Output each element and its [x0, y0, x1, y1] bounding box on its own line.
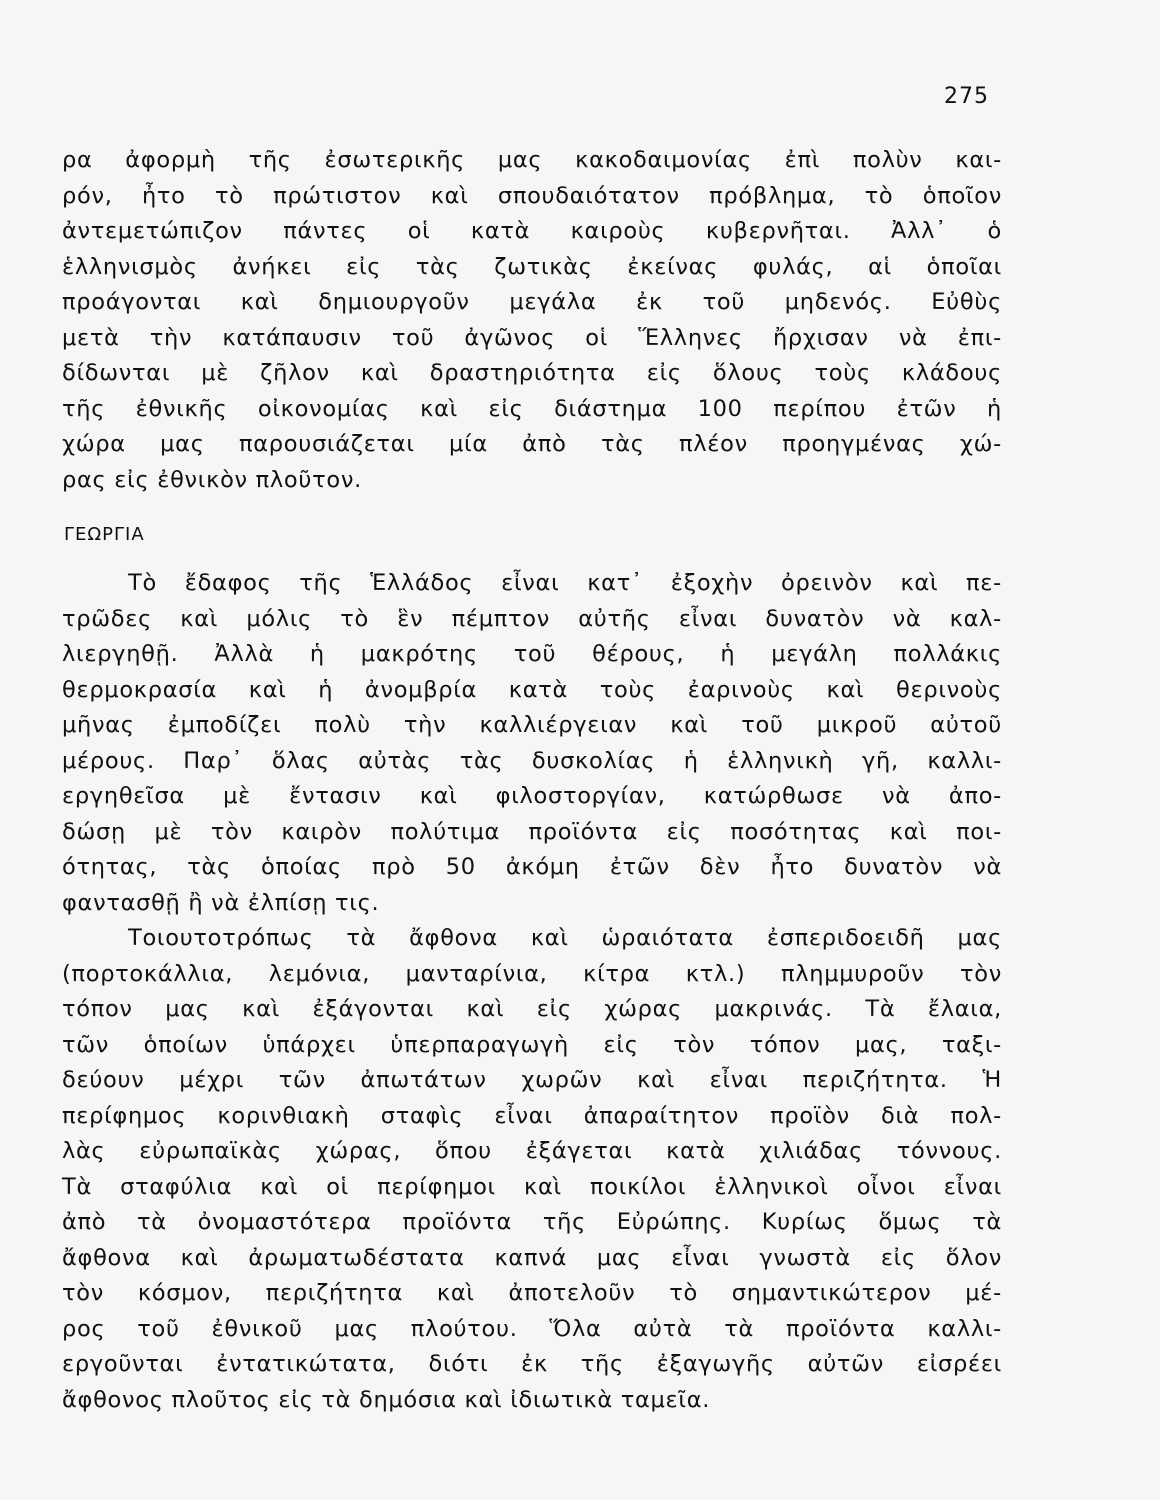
text-line: τῶν ὁποίων ὑπάρχει ὑπερπαραγωγὴ εἰς τὸν τόπον μας, ταξι- — [62, 1031, 1002, 1058]
text-line: μῆνας ἐμποδίζει πολὺ τὴν καλλιέργειαν καὶ τοῦ μικροῦ αὐτοῦ — [62, 712, 1002, 738]
paragraph-2-3 — [62, 566, 1002, 1418]
text-line: τὸν κόσμον, περιζήτητα καὶ ἀποτελοῦν τὸ σημαντικώτερον μέ- — [62, 1280, 1002, 1306]
text-line: προάγονται καὶ δημιουργοῦν μεγάλα ἐκ τοῦ μηδενός. Εὐθὺς — [62, 289, 1002, 315]
section-heading: ΓΕΩΡΓΙΑ — [64, 524, 145, 545]
text-line: ἀπὸ τὰ ὀνομαστότερα προϊόντα τῆς Εὐρώπης. Κυρίως ὅμως τὰ — [62, 1209, 1002, 1235]
text-line: ἄφθονα καὶ ἀρωματωδέστατα καπνά μας εἶναι γνωστὰ εἰς ὅλον — [62, 1244, 1002, 1271]
text-line: ρα ἀφορμὴ τῆς ἐσωτερικῆς μας κακοδαιμονίας ἐπὶ πολὺν και- — [62, 147, 1002, 173]
text-line: Τὰ σταφύλια καὶ οἱ περίφημοι καὶ ποικίλοι ἑλληνικοὶ οἶνοι εἶναι — [62, 1173, 1002, 1200]
text-line: περίφημος κορινθιακὴ σταφὶς εἶναι ἀπαραίτητον προϊὸν διὰ πολ- — [62, 1102, 1002, 1129]
page-number: 275 — [944, 84, 989, 109]
text-line: τόπον μας καὶ ἐξάγονται καὶ εἰς χώρας μακρινάς. Τὰ ἔλαια, — [62, 996, 1002, 1022]
text-line: ρόν, ἦτο τὸ πρώτιστον καὶ σπουδαιότατον πρόβλημα, τὸ ὁποῖον — [62, 182, 1002, 209]
text-line: εργοῦνται ἐντατικώτατα, διότι ἐκ τῆς ἐξαγωγῆς αὐτῶν εἰσρέει — [62, 1351, 1002, 1377]
text-line: λὰς εὐρωπαϊκὰς χώρας, ὅπου ἐξάγεται κατὰ χιλιάδας τόννους. — [62, 1138, 1002, 1164]
text-line: Τοιουτοτρόπως τὰ ἄφθονα καὶ ὡραιότατα ἐσπεριδοειδῆ μας — [128, 925, 1002, 951]
text-line: λιεργηθῇ. Ἀλλὰ ἡ μακρότης τοῦ θέρους, ἡ μεγάλη πολλάκις — [62, 641, 1002, 667]
text-line: ρος τοῦ ἐθνικοῦ μας πλούτου. Ὅλα αὐτὰ τὰ προϊόντα καλλι- — [62, 1315, 1002, 1342]
text-line: δεύουν μέχρι τῶν ἀπωτάτων χωρῶν καὶ εἶναι περιζήτητα. Ἡ — [62, 1067, 1002, 1093]
text-line: ότητας, τὰς ὁποίας πρὸ 50 ἀκόμη ἐτῶν δὲν ἦτο δυνατὸν νὰ — [62, 854, 1002, 880]
text-line: δίδωνται μὲ ζῆλον καὶ δραστηριότητα εἰς ὅλους τοὺς κλάδους — [62, 360, 1002, 386]
text-line: εργηθεῖσα μὲ ἔντασιν καὶ φιλοστοργίαν, κατώρθωσε νὰ ἀπο- — [62, 783, 1002, 809]
text-line: χώρα μας παρουσιάζεται μία ἀπὸ τὰς πλέον προηγμένας χώ- — [62, 431, 1002, 457]
text-line: δώσῃ μὲ τὸν καιρὸν πολύτιμα προϊόντα εἰς ποσότητας καὶ ποι- — [62, 818, 1002, 845]
text-line: ἄφθονος πλοῦτος εἰς τὰ δημόσια καὶ ἰδιωτικὰ ταμεῖα. — [62, 1386, 711, 1413]
text-line: (πορτοκάλλια, λεμόνια, μανταρίνια, κίτρα κτλ.) πλημμυροῦν τὸν — [62, 960, 1002, 987]
text-line: ρας εἰς ἐθνικὸν πλοῦτον. — [62, 466, 362, 493]
text-line: θερμοκρασία καὶ ἡ ἀνομβρία κατὰ τοὺς ἐαρινοὺς καὶ θερινοὺς — [62, 676, 1002, 703]
text-line: τρῶδες καὶ μόλις τὸ ἓν πέμπτον αὐτῆς εἶναι δυνατὸν νὰ καλ- — [62, 605, 1002, 632]
text-line: ἀντεμετώπιζον πάντες οἱ κατὰ καιροὺς κυβερνῆται. Ἀλλ᾽ ὁ — [62, 218, 1002, 244]
text-line: μετὰ τὴν κατάπαυσιν τοῦ ἀγῶνος οἱ Ἕλληνες ἤρχισαν νὰ ἐπι- — [62, 324, 1002, 351]
text-line: ἑλληνισμὸς ἀνήκει εἰς τὰς ζωτικὰς ἐκείνας φυλάς, αἱ ὁποῖαι — [62, 253, 1002, 280]
text-line: Τὸ ἔδαφος τῆς Ἑλλάδος εἶναι κατ᾽ ἐξοχὴν ὀρεινὸν καὶ πε- — [128, 570, 1002, 596]
paragraph-1 — [62, 143, 1002, 498]
text-line: μέρους. Παρ᾽ ὅλας αὐτὰς τὰς δυσκολίας ἡ ἑλληνικὴ γῆ, καλλι- — [62, 747, 1002, 774]
text-line: τῆς ἐθνικῆς οἰκονομίας καὶ εἰς διάστημα 100 περίπου ἐτῶν ἡ — [62, 395, 1002, 422]
text-line: φαντασθῇ ἢ νὰ ἐλπίσῃ τις. — [62, 889, 380, 916]
